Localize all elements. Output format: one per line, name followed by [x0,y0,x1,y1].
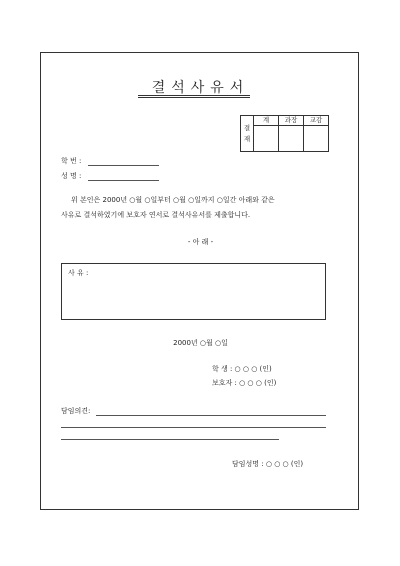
below-label: - 아 래 - [187,238,214,246]
student-signature: 학 생 : ○ ○ ○ (인) [212,365,272,373]
teacher-opinion-label: 담임의견: [61,407,91,415]
form-title: 결석사유서 [151,80,250,96]
statement-line-1: 위 본인은 2000년 ○월 ○일부터 ○월 ○일까지 ○일간 아래와 같은 [71,196,275,204]
approval-header-staff: 계 [254,116,279,126]
student-name-label: 성 명 : [61,172,82,180]
teacher-opinion-line-3[interactable] [61,439,279,440]
approval-stamp-manager[interactable] [279,126,304,152]
date-line: 2000년 ○월 ○일 [173,339,228,347]
statement-line-2: 사유로 결석하였기에 보호자 연서로 결석사유서를 제출합니다. [61,211,251,219]
approval-table [240,115,329,152]
guardian-signature: 보호자 : ○ ○ ○ (인) [212,379,277,387]
approval-header-vice-principal: 교감 [304,116,329,126]
teacher-opinion-line-1[interactable] [96,415,326,416]
student-number-field[interactable] [88,165,159,166]
form-sheet [40,52,359,510]
student-number-label: 학 번 : [61,157,82,165]
approval-side-char-1: 결 [243,123,251,132]
teacher-signature: 담임성명 : ○ ○ ○ (인) [232,460,304,468]
title-underline [138,95,250,96]
reason-box[interactable] [61,263,326,320]
approval-side-char-2: 재 [243,134,251,143]
teacher-opinion-line-2[interactable] [61,427,326,428]
approval-side-label [241,116,254,152]
student-name-field[interactable] [88,180,159,181]
approval-stamp-staff[interactable] [254,126,279,152]
reason-label: 사 유 : [68,269,89,277]
approval-stamp-vice-principal[interactable] [304,126,329,152]
title-underline-double [138,97,250,98]
approval-header-manager: 과장 [279,116,304,126]
